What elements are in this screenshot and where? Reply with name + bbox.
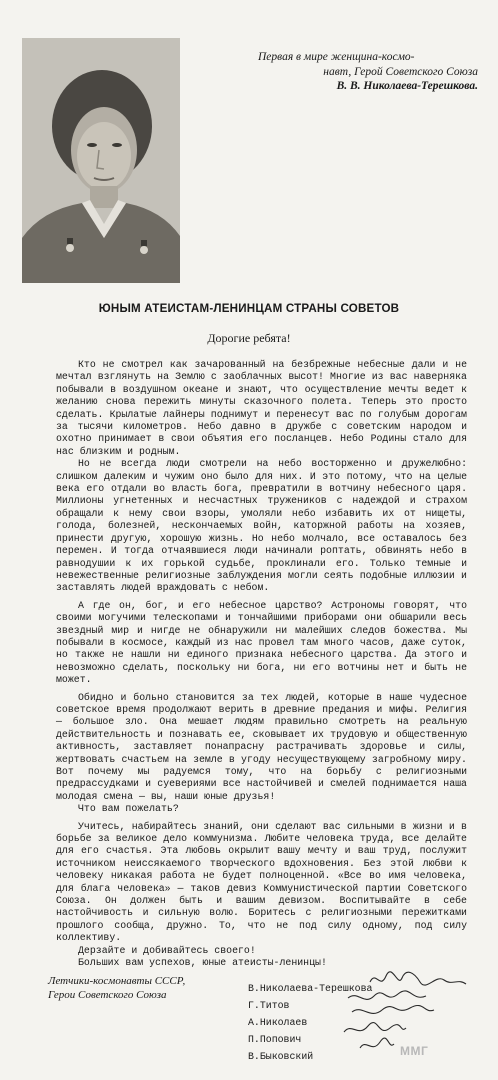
signature-title-line-2: Герои Советского Союза — [48, 989, 167, 1001]
signatory-name: П.Попович — [248, 1034, 302, 1045]
caption-line-1: Первая в мире женщина-космо- — [258, 51, 415, 63]
letter-greeting: Дорогие ребята! — [207, 331, 291, 345]
paragraph-7: Дерзайте и добивайтесь своего! — [78, 944, 256, 956]
paragraph-2: Но не всегда люди смотрели на небо восторженно и дружелюбно: слишком далеким и чужим оно было для них. И это потому, что на целые века его отдали во власть бога, превратили в вотчину небесного царя. Миллионы угнетенных и несчастных тружеников с надеждой и страхом обращали к нему свои взоры, умоляли небо избавить их от нищеты, голода, болезней, нескончаемых войн, каторжной работы на хозяев, принести другую, хорошую жизнь. Но небо молчало, все оставалось без перемен. И тогда отчаявшиеся люди начинали роптать, обвинять небо в равнодушии к их горькой судьбе, проклинали его. Только темные и невежественные религиозные заблуждения могли сеять подобные иллюзии и заставлять людей враждовать с небом. — [56, 458, 467, 594]
portrait-caption — [258, 50, 478, 94]
paragraph-4: Обидно и больно становится за тех людей, которые в наше чудесное советское время продолжают верить в древние предания и мифы. Религия — большое зло. Она мешает людям правильно смотреть на реальную действительность и познавать ее, сковывает их трудовую и общественную активность, заставляет понапрасну растрачивать здоровье и силы, жертвовать счастьем на земле в угоду несуществующему загробному миру. Вот почему мы радуемся тому, что на борьбу с религиозными предрассудками и суевериями все настойчивей и смелей поднимается наша молодая смена — вы, наши юные друзья! — [56, 691, 467, 802]
paragraph-8: Больших вам успехов, юные атеисты-ленинцы! — [78, 957, 327, 969]
paragraph-5: Что вам пожелать? — [78, 803, 179, 815]
signatory-name: В.Николаева-Терешкова — [248, 983, 373, 994]
signatory-name: В.Быковский — [248, 1051, 314, 1062]
signature-title — [48, 974, 238, 1002]
signatory-name: А.Николаев — [248, 1017, 308, 1028]
paragraph-6: Учитесь, набирайтесь знаний, они сделают вас сильными в жизни и в борьбе за великое дело коммунизма. Любите человека труда, все делайте для его счастья. Эта любовь окрылит вашу мечту и ваш труд, послужит источником неиссякаемого творческого вдохновения. Без этой любви к человеку никакая работа не будет полноценной. «Все во имя человека, для блага человека» — таков девиз Коммунистической партии Советского Союза. Он должен быть и вашим девизом. Воспитывайте в себе настойчивость и сильную волю. Боритесь с религиозными пережитками прошлого сообща, дружно. То, что не под силу одному, под силу коллективу. — [56, 820, 467, 944]
caption-line-2: навт, Герой Советского Союза — [323, 65, 478, 78]
portrait-photo — [22, 38, 180, 283]
watermark-logo: ММГ — [400, 1044, 429, 1058]
paragraph-3: А где он, бог, и его небесное царство? Астрономы говорят, что своими могучими телескопами и тончайшими приборами они обшарили весь звездный мир и нигде не обнаружили ни малейших следов божества. Мы побывали в космосе, каждый из нас провел там много часов, даже суток, но также не нашли ни единого признака небесного царства. Да этого и невозможно сделать, поскольку ни бога, ни его вотчины нет и быть не может. — [56, 599, 467, 686]
letter-body — [56, 359, 467, 970]
signature-title-line-1: Летчики-космонавты СССР, — [48, 975, 186, 987]
paragraph-1: Кто не смотрел как зачарованный на безбрежные небесные дали и не мечтал взглянуть на Землю с заоблачных высот! Многие из вас наверняка побывали в воздушном океане и знают, что осуществление мечты ведет к желанию снова пережить минуты сказочного полета. Теперь это просто сделать. Крылатые лайнеры поднимут и перенесут вас по голубым дорогам за тысячи километров. Небо давно в дружбе с советским народом и охотно принимает в свои объятия его посланцев. Небо Родины стало для нас близким и родным. — [56, 359, 467, 457]
signatory-name: Г.Титов — [248, 1000, 290, 1011]
letter-heading: ЮНЫМ АТЕИСТАМ-ЛЕНИНЦАМ СТРАНЫ СОВЕТОВ — [98, 302, 400, 315]
caption-name: В. В. Николаева-Терешкова. — [336, 80, 478, 92]
